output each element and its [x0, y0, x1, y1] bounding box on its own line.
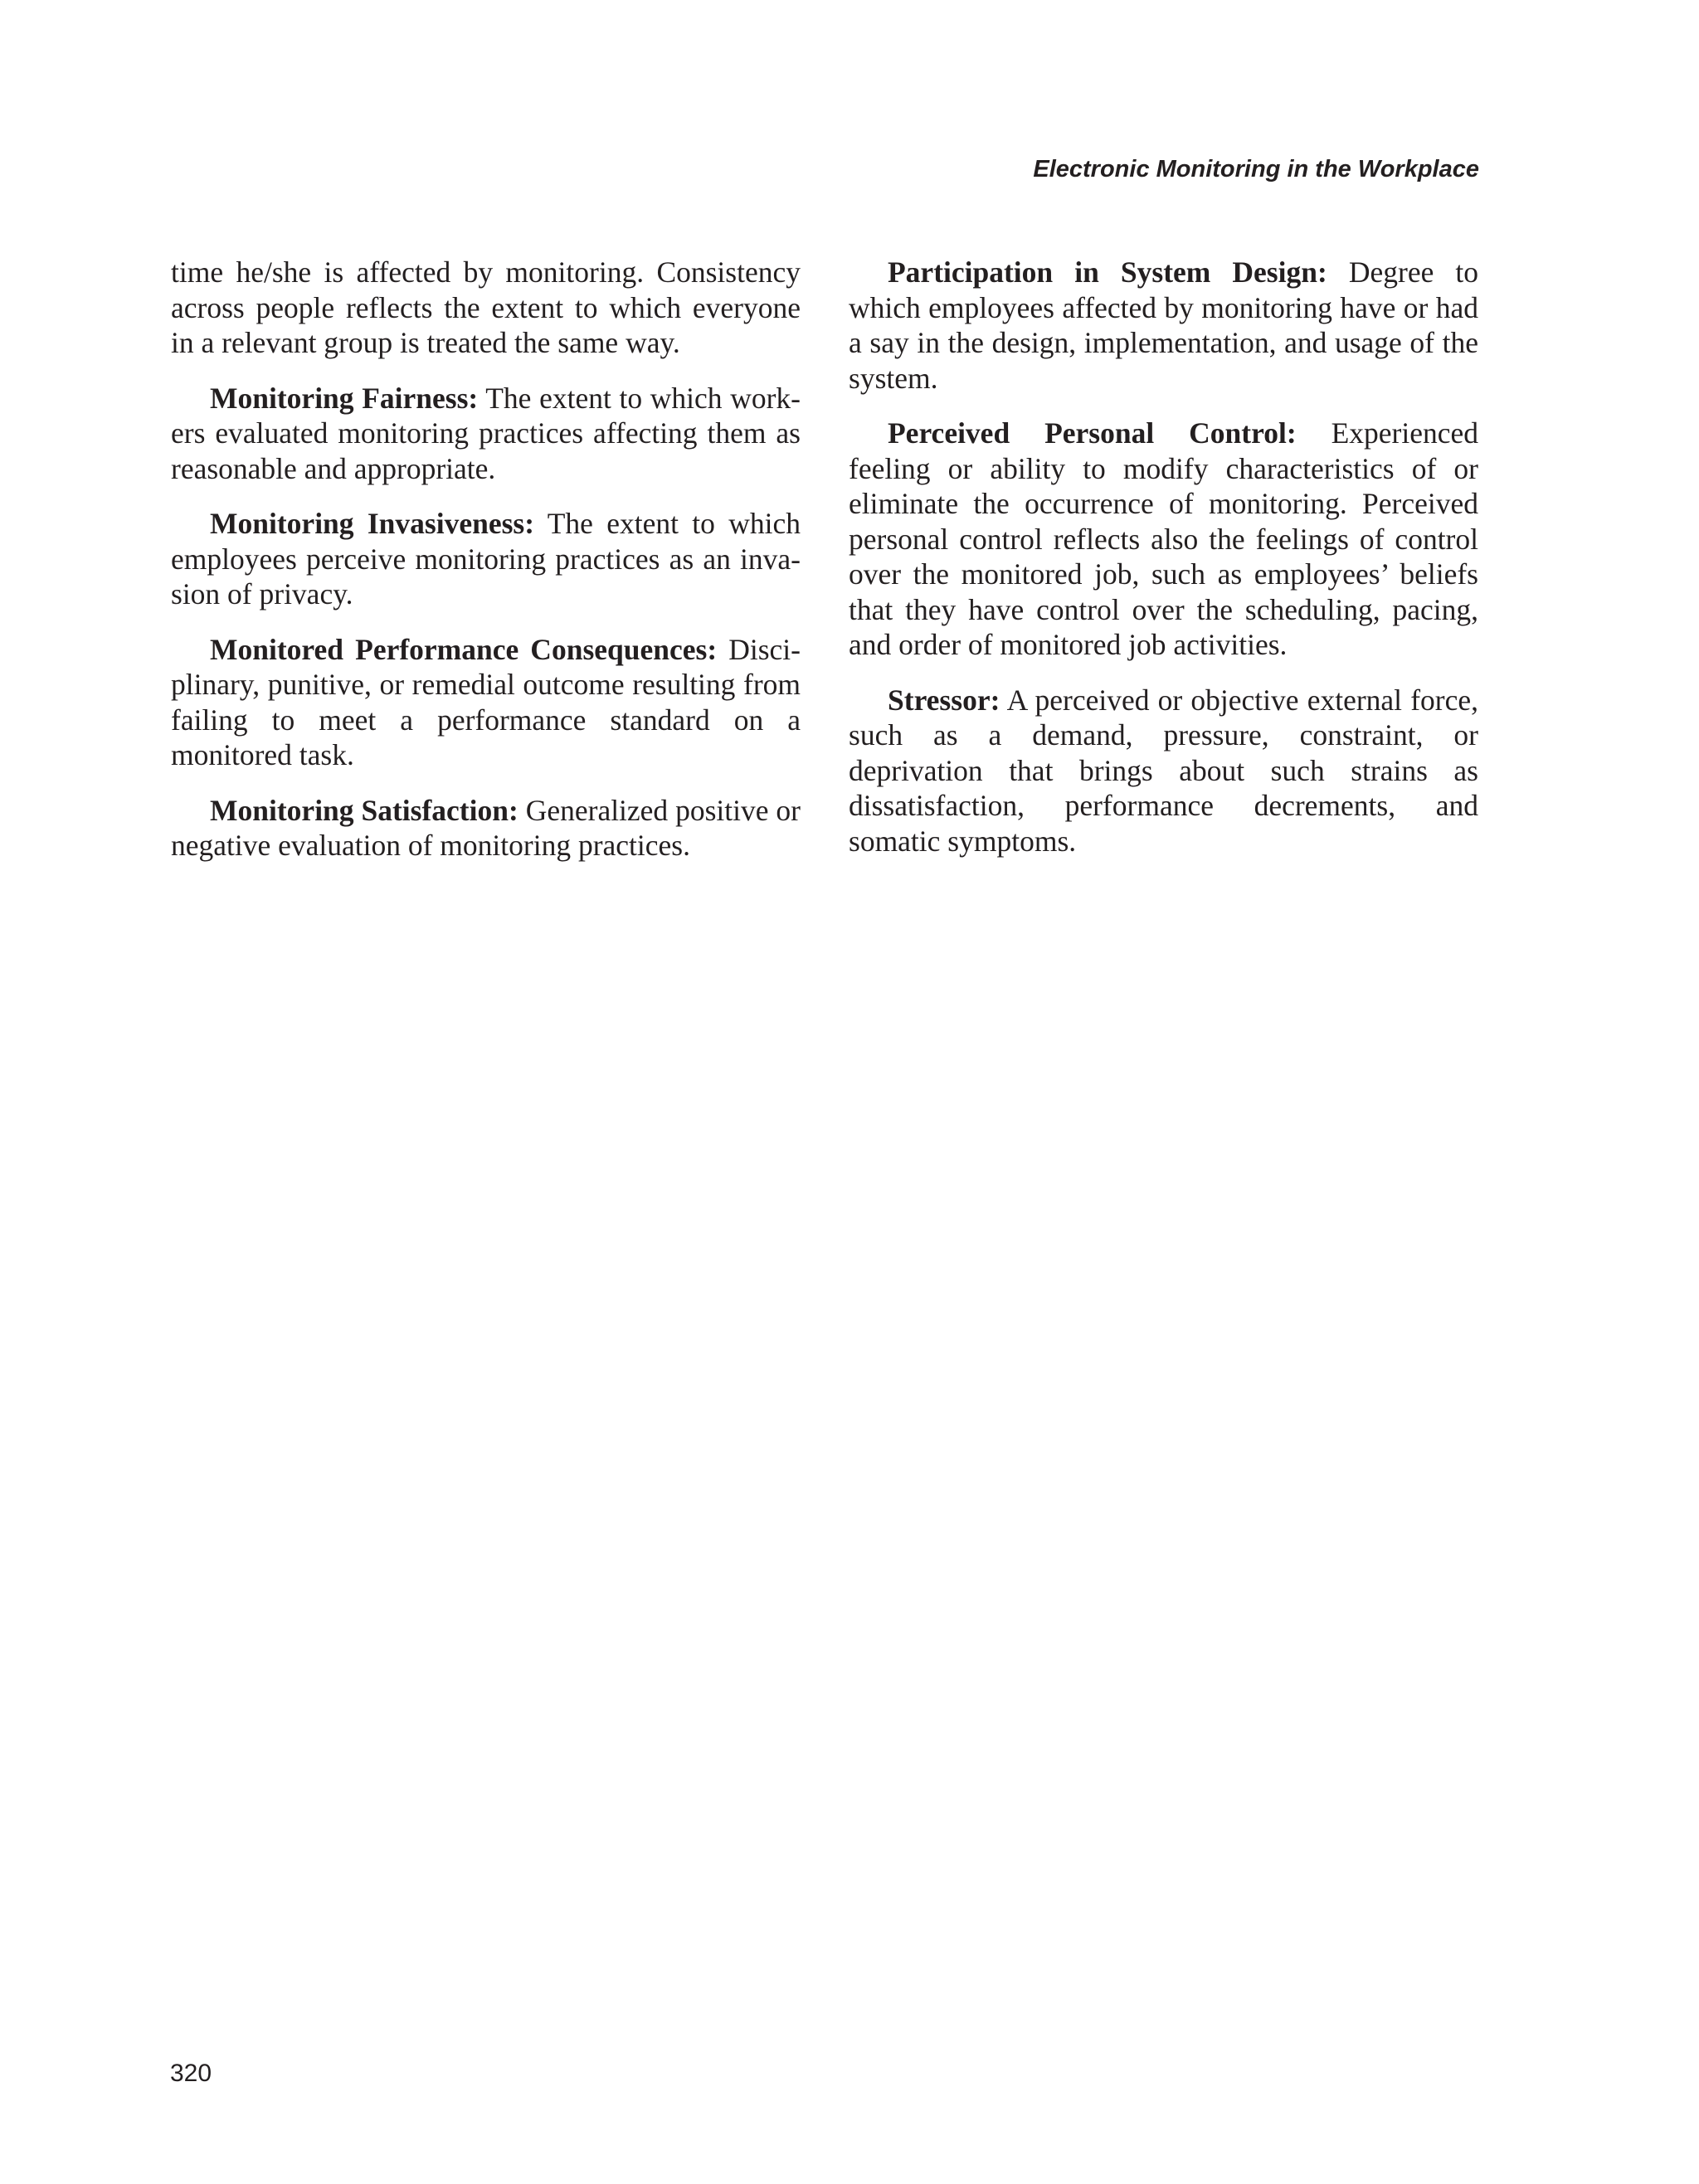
- glossary-term: Monitoring Invasiveness:: [210, 507, 535, 540]
- glossary-entry-monitoring-satisfaction: [171, 793, 801, 863]
- glossary-entry-perceived-personal-control: [849, 416, 1478, 663]
- glossary-entry-monitoring-fairness: [171, 381, 801, 487]
- continuation-paragraph: time he/she is affected by monitoring. Consistency across people reflects the extent to which everyone in a relevant group is treated the same way.: [171, 255, 801, 359]
- glossary-definition: Degree to which employees affected by monitoring have or had a say in the design, implementation, and usage of the system.: [849, 255, 1479, 395]
- page-number: 320: [170, 2060, 212, 2087]
- glossary-entry-stressor: [849, 683, 1478, 859]
- left-column: [171, 255, 801, 883]
- glossary-definition: A perceived or objective external force, such as a demand, pressure, constraint, or deprivation that brings about such strains as dissatisfaction, performance decrements, and somatic symptoms.: [849, 683, 1478, 858]
- glossary-definition: The extent to which workers evaluated monitoring practices affecting them as reasonable and appropriate.: [171, 381, 801, 485]
- glossary-definition: Disciplinary, punitive, or remedial outcome resulting from failing to meet a performance standard on a monitored task.: [171, 632, 801, 771]
- glossary-term: Monitored Performance Consequences:: [210, 632, 718, 666]
- glossary-term: Monitoring Fairness:: [210, 381, 479, 415]
- glossary-definition: The extent to which employees perceive monitoring practices as an invasion of privacy.: [171, 507, 801, 610]
- glossary-definition: Experienced feeling or ability to modify characteristics of or eliminate the occurrence of monitoring. Perceived personal control reflects also the feelings of control over the monitored job, such as employees’ beliefs that they have control over the scheduling, pacing, and order of monitored job activities.: [849, 416, 1479, 661]
- glossary-entry-monitoring-invasiveness: [171, 506, 801, 612]
- right-column: [849, 255, 1478, 878]
- glossary-term: Participation in System Design:: [888, 255, 1327, 289]
- running-header: Electronic Monitoring in the Workplace: [1033, 156, 1479, 182]
- glossary-entry-monitored-performance-consequences: [171, 632, 801, 773]
- glossary-definition: Generalized positive or negative evaluation of monitoring practices.: [171, 793, 801, 862]
- glossary-entry-participation-in-system-design: [849, 255, 1478, 396]
- glossary-term: Monitoring Satisfaction:: [210, 793, 518, 827]
- glossary-term: Perceived Personal Control:: [888, 416, 1297, 450]
- glossary-term: Stressor:: [888, 683, 1000, 717]
